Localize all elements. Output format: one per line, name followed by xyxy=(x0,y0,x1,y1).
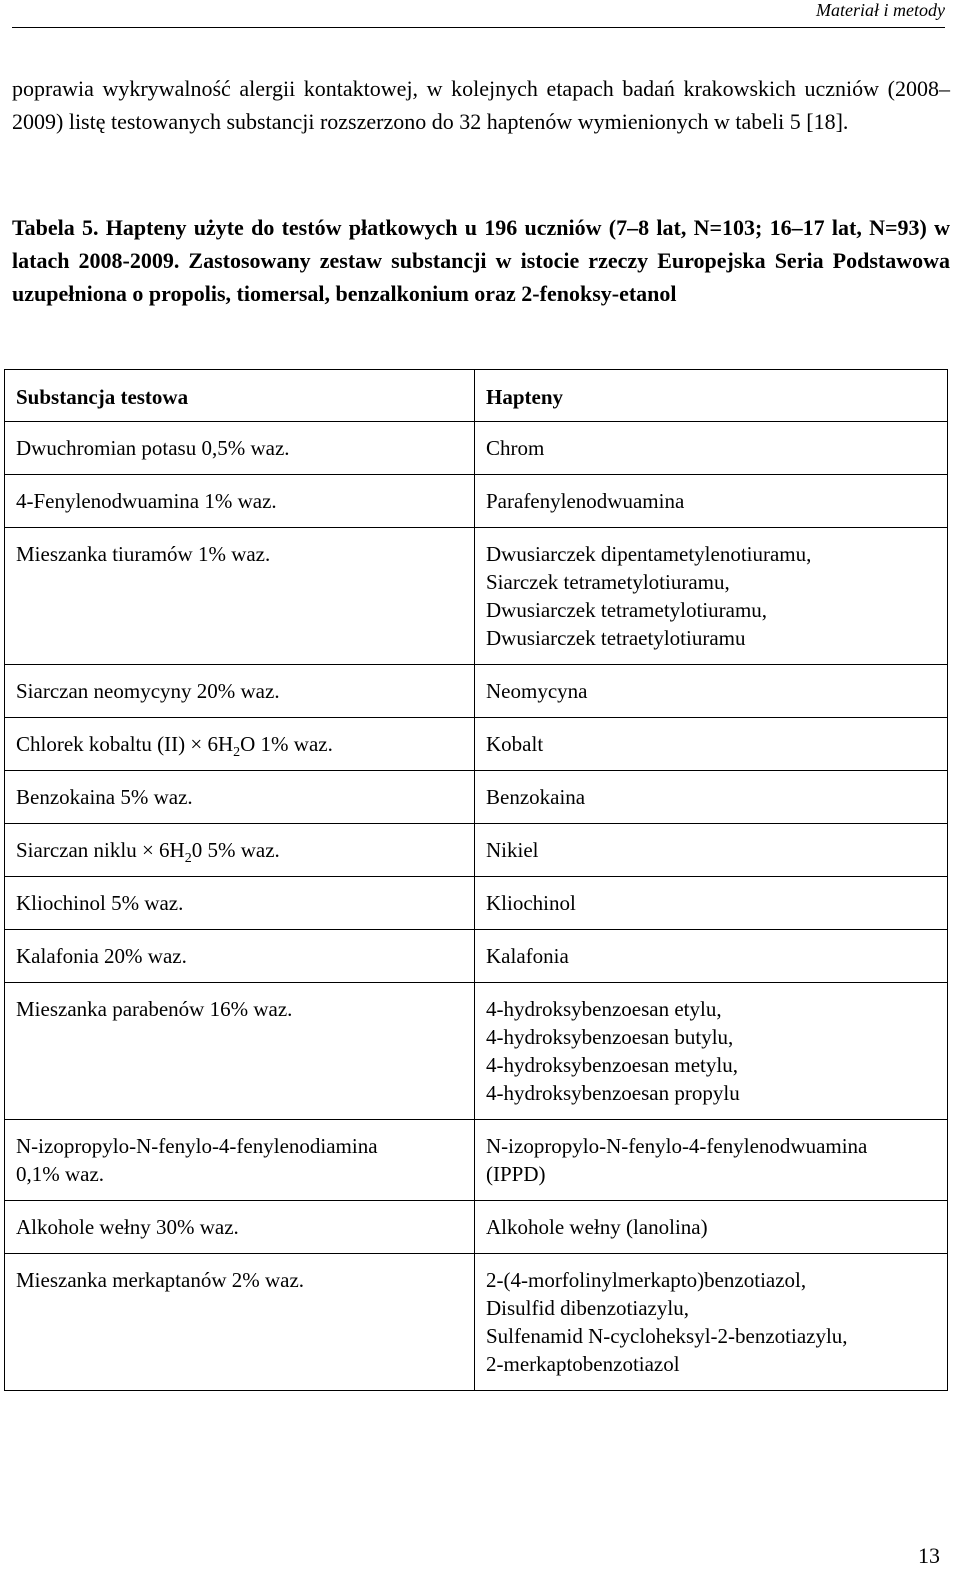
substance-cell xyxy=(5,718,475,771)
hapten-text: Siarczek tetrametylotiuramu, xyxy=(486,570,730,594)
substance-cell xyxy=(5,930,475,983)
substance-text: Chlorek kobaltu (II) × 6H xyxy=(16,732,234,756)
hapten-text: Kliochinol xyxy=(486,891,576,915)
substance-cell xyxy=(5,665,475,718)
substance-cell xyxy=(5,771,475,824)
substance-cell xyxy=(5,475,475,528)
hapten-text: 2-merkaptobenzotiazol xyxy=(486,1352,680,1376)
substance-text: 0 5% waz. xyxy=(191,838,280,862)
table-row xyxy=(5,1254,948,1391)
haptens-table xyxy=(4,369,948,1391)
hapten-text: Nikiel xyxy=(486,838,539,862)
haptens-cell xyxy=(475,771,948,824)
table-row xyxy=(5,718,948,771)
hapten-text: Benzokaina xyxy=(486,785,586,809)
table-row xyxy=(5,1120,948,1201)
running-header xyxy=(12,0,945,28)
subscript: 2 xyxy=(184,851,192,867)
hapten-text: Dwusiarczek tetrametylotiuramu, xyxy=(486,598,768,622)
substance-text: N-izopropylo-N-fenylo-4-fenylenodiamina xyxy=(16,1134,378,1158)
column-header-substance: Substancja testowa xyxy=(5,370,475,422)
substance-text: Kalafonia 20% waz. xyxy=(16,944,187,968)
section-title: Materiał i metody xyxy=(816,0,945,20)
haptens-cell xyxy=(475,1254,948,1391)
substance-text: Mieszanka parabenów 16% waz. xyxy=(16,997,293,1021)
hapten-text: 4-hydroksybenzoesan butylu, xyxy=(486,1025,734,1049)
substance-text: Siarczan niklu × 6H xyxy=(16,838,185,862)
substance-text: Dwuchromian potasu 0,5% waz. xyxy=(16,436,290,460)
substance-cell xyxy=(5,877,475,930)
table-header-row xyxy=(5,370,948,422)
table-row xyxy=(5,983,948,1120)
table-row xyxy=(5,528,948,665)
substance-cell xyxy=(5,422,475,475)
substance-cell xyxy=(5,528,475,665)
hapten-text: Disulfid dibenzotiazylu, xyxy=(486,1296,689,1320)
substance-text: O 1% waz. xyxy=(240,732,333,756)
haptens-cell xyxy=(475,824,948,877)
table-row xyxy=(5,665,948,718)
hapten-text: 2-(4-morfolinylmerkapto)benzotiazol, xyxy=(486,1268,807,1292)
hapten-text: Kobalt xyxy=(486,732,544,756)
substance-text: Mieszanka tiuramów 1% waz. xyxy=(16,542,271,566)
hapten-text: Parafenylenodwuamina xyxy=(486,489,685,513)
substance-cell xyxy=(5,824,475,877)
substance-text: Alkohole wełny 30% waz. xyxy=(16,1215,239,1239)
hapten-text: 4-hydroksybenzoesan etylu, xyxy=(486,997,722,1021)
table-row xyxy=(5,422,948,475)
substance-text: 4-Fenylenodwuamina 1% waz. xyxy=(16,489,277,513)
substance-cell xyxy=(5,983,475,1120)
haptens-cell xyxy=(475,665,948,718)
table-body xyxy=(5,422,948,1391)
table-row xyxy=(5,930,948,983)
haptens-cell xyxy=(475,1201,948,1254)
hapten-text: Neomycyna xyxy=(486,679,588,703)
haptens-cell xyxy=(475,718,948,771)
table-row xyxy=(5,824,948,877)
haptens-cell xyxy=(475,983,948,1120)
substance-text: Kliochinol 5% waz. xyxy=(16,891,184,915)
haptens-cell xyxy=(475,475,948,528)
hapten-text: 4-hydroksybenzoesan propylu xyxy=(486,1081,740,1105)
hapten-text: N-izopropylo-N-fenylo-4-fenylenodwuamina xyxy=(486,1134,868,1158)
haptens-cell xyxy=(475,930,948,983)
hapten-text: Chrom xyxy=(486,436,545,460)
hapten-text: 4-hydroksybenzoesan metylu, xyxy=(486,1053,738,1077)
substance-cell xyxy=(5,1254,475,1391)
haptens-cell xyxy=(475,528,948,665)
table-row xyxy=(5,1201,948,1254)
table-row xyxy=(5,771,948,824)
substance-cell xyxy=(5,1120,475,1201)
haptens-cell xyxy=(475,877,948,930)
substance-cell xyxy=(5,1201,475,1254)
substance-text: Benzokaina 5% waz. xyxy=(16,785,193,809)
subscript: 2 xyxy=(233,745,241,761)
substance-text: Mieszanka merkaptanów 2% waz. xyxy=(16,1268,305,1292)
hapten-text: Sulfenamid N-cycloheksyl-2-benzotiazylu, xyxy=(486,1324,848,1348)
table-row xyxy=(5,475,948,528)
hapten-text: Kalafonia xyxy=(486,944,569,968)
hapten-text: Dwusiarczek dipentametylenotiuramu, xyxy=(486,542,812,566)
hapten-text: Alkohole wełny (lanolina) xyxy=(486,1215,708,1239)
intro-paragraph: poprawia wykrywalność alergii kontaktowej, w kolejnych etapach badań krakowskich uczniów (2008–2009) listę testowanych substancji rozszerzono do 32 haptenów wymienionych w tabeli 5 [18]. xyxy=(12,76,950,134)
page-number: 13 xyxy=(918,1543,940,1568)
substance-text: Siarczan neomycyny 20% waz. xyxy=(16,679,280,703)
column-header-haptens: Hapteny xyxy=(475,370,948,422)
haptens-cell xyxy=(475,422,948,475)
table-caption: Tabela 5. Hapteny użyte do testów płatkowych u 196 uczniów (7–8 lat, N=103; 16–17 lat, N=93) w latach 2008-2009. Zastosowany zestaw substancji w istocie rzeczy Europejska Seria Podstawowa uzupełniona o propolis, tiomersal, benzalkonium oraz 2-fenoksy-etanol xyxy=(12,215,950,306)
hapten-text: (IPPD) xyxy=(486,1162,546,1186)
haptens-cell xyxy=(475,1120,948,1201)
table-row xyxy=(5,877,948,930)
substance-text: 0,1% waz. xyxy=(16,1162,105,1186)
hapten-text: Dwusiarczek tetraetylotiuramu xyxy=(486,626,746,650)
